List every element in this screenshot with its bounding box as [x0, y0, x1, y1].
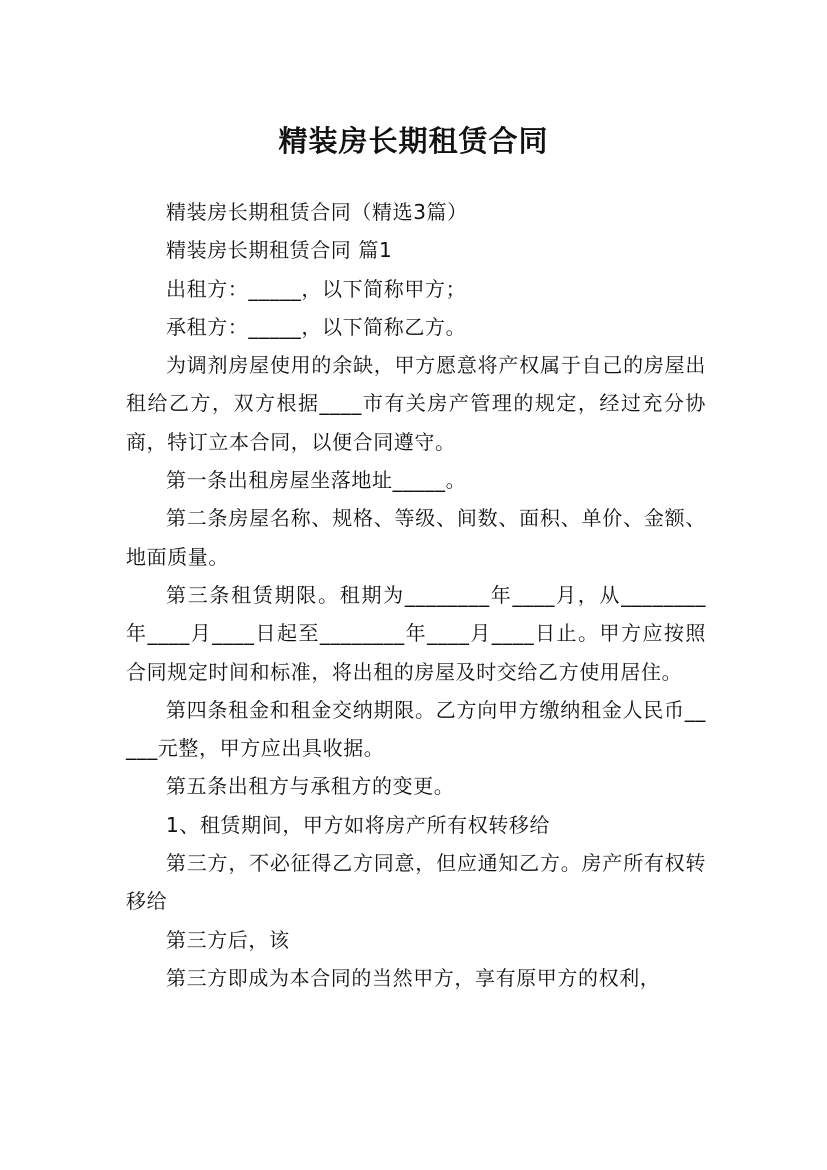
- paragraph-third-party-1: 第三方，不必征得乙方同意，但应通知乙方。房产所有权转移给: [126, 851, 706, 914]
- document-body: [126, 193, 706, 997]
- paragraph-preamble: 为调剂房屋使用的余缺，甲方愿意将产权属于自己的房屋出租给乙方，双方根据____市有关房产管理的规定，经过充分协商，特订立本合同，以便合同遵守。: [126, 353, 706, 454]
- paragraph-article-2: 第二条房屋名称、规格、等级、间数、面积、单价、金额、地面质量。: [126, 506, 706, 569]
- paragraph-lessee: 承租方：_____，以下简称乙方。: [166, 314, 467, 339]
- paragraph-section-heading: 精装房长期租赁合同 篇1: [166, 238, 393, 263]
- paragraph-article-5: 第五条出租方与承租方的变更。: [166, 774, 455, 799]
- paragraph-subtitle: 精装房长期租赁合同（精选3篇）: [166, 200, 468, 224]
- paragraph-clause-1: 1、租赁期间，甲方如将房产所有权转移给: [166, 812, 551, 837]
- paragraph-article-1: 第一条出租房屋坐落地址_____。: [166, 468, 467, 493]
- paragraph-article-3: 第三条租赁期限。租期为________年____月，从________年____月____日起至________年____月____日止。甲方应按照合同规定时间和标准，将出租的房屋及时交给乙方使用居住。: [126, 582, 706, 684]
- document-title: 精装房长期租赁合同: [278, 124, 549, 159]
- paragraph-third-party-2: 第三方后，该: [166, 927, 290, 952]
- paragraph-third-party-3: 第三方即成为本合同的当然甲方，享有原甲方的权利，: [166, 965, 661, 990]
- paragraph-lessor: 出租方：_____，以下简称甲方；: [166, 276, 467, 301]
- paragraph-article-4: 第四条租金和租金交纳期限。乙方向甲方缴纳租金人民币_____元整，甲方应出具收据。: [126, 697, 706, 761]
